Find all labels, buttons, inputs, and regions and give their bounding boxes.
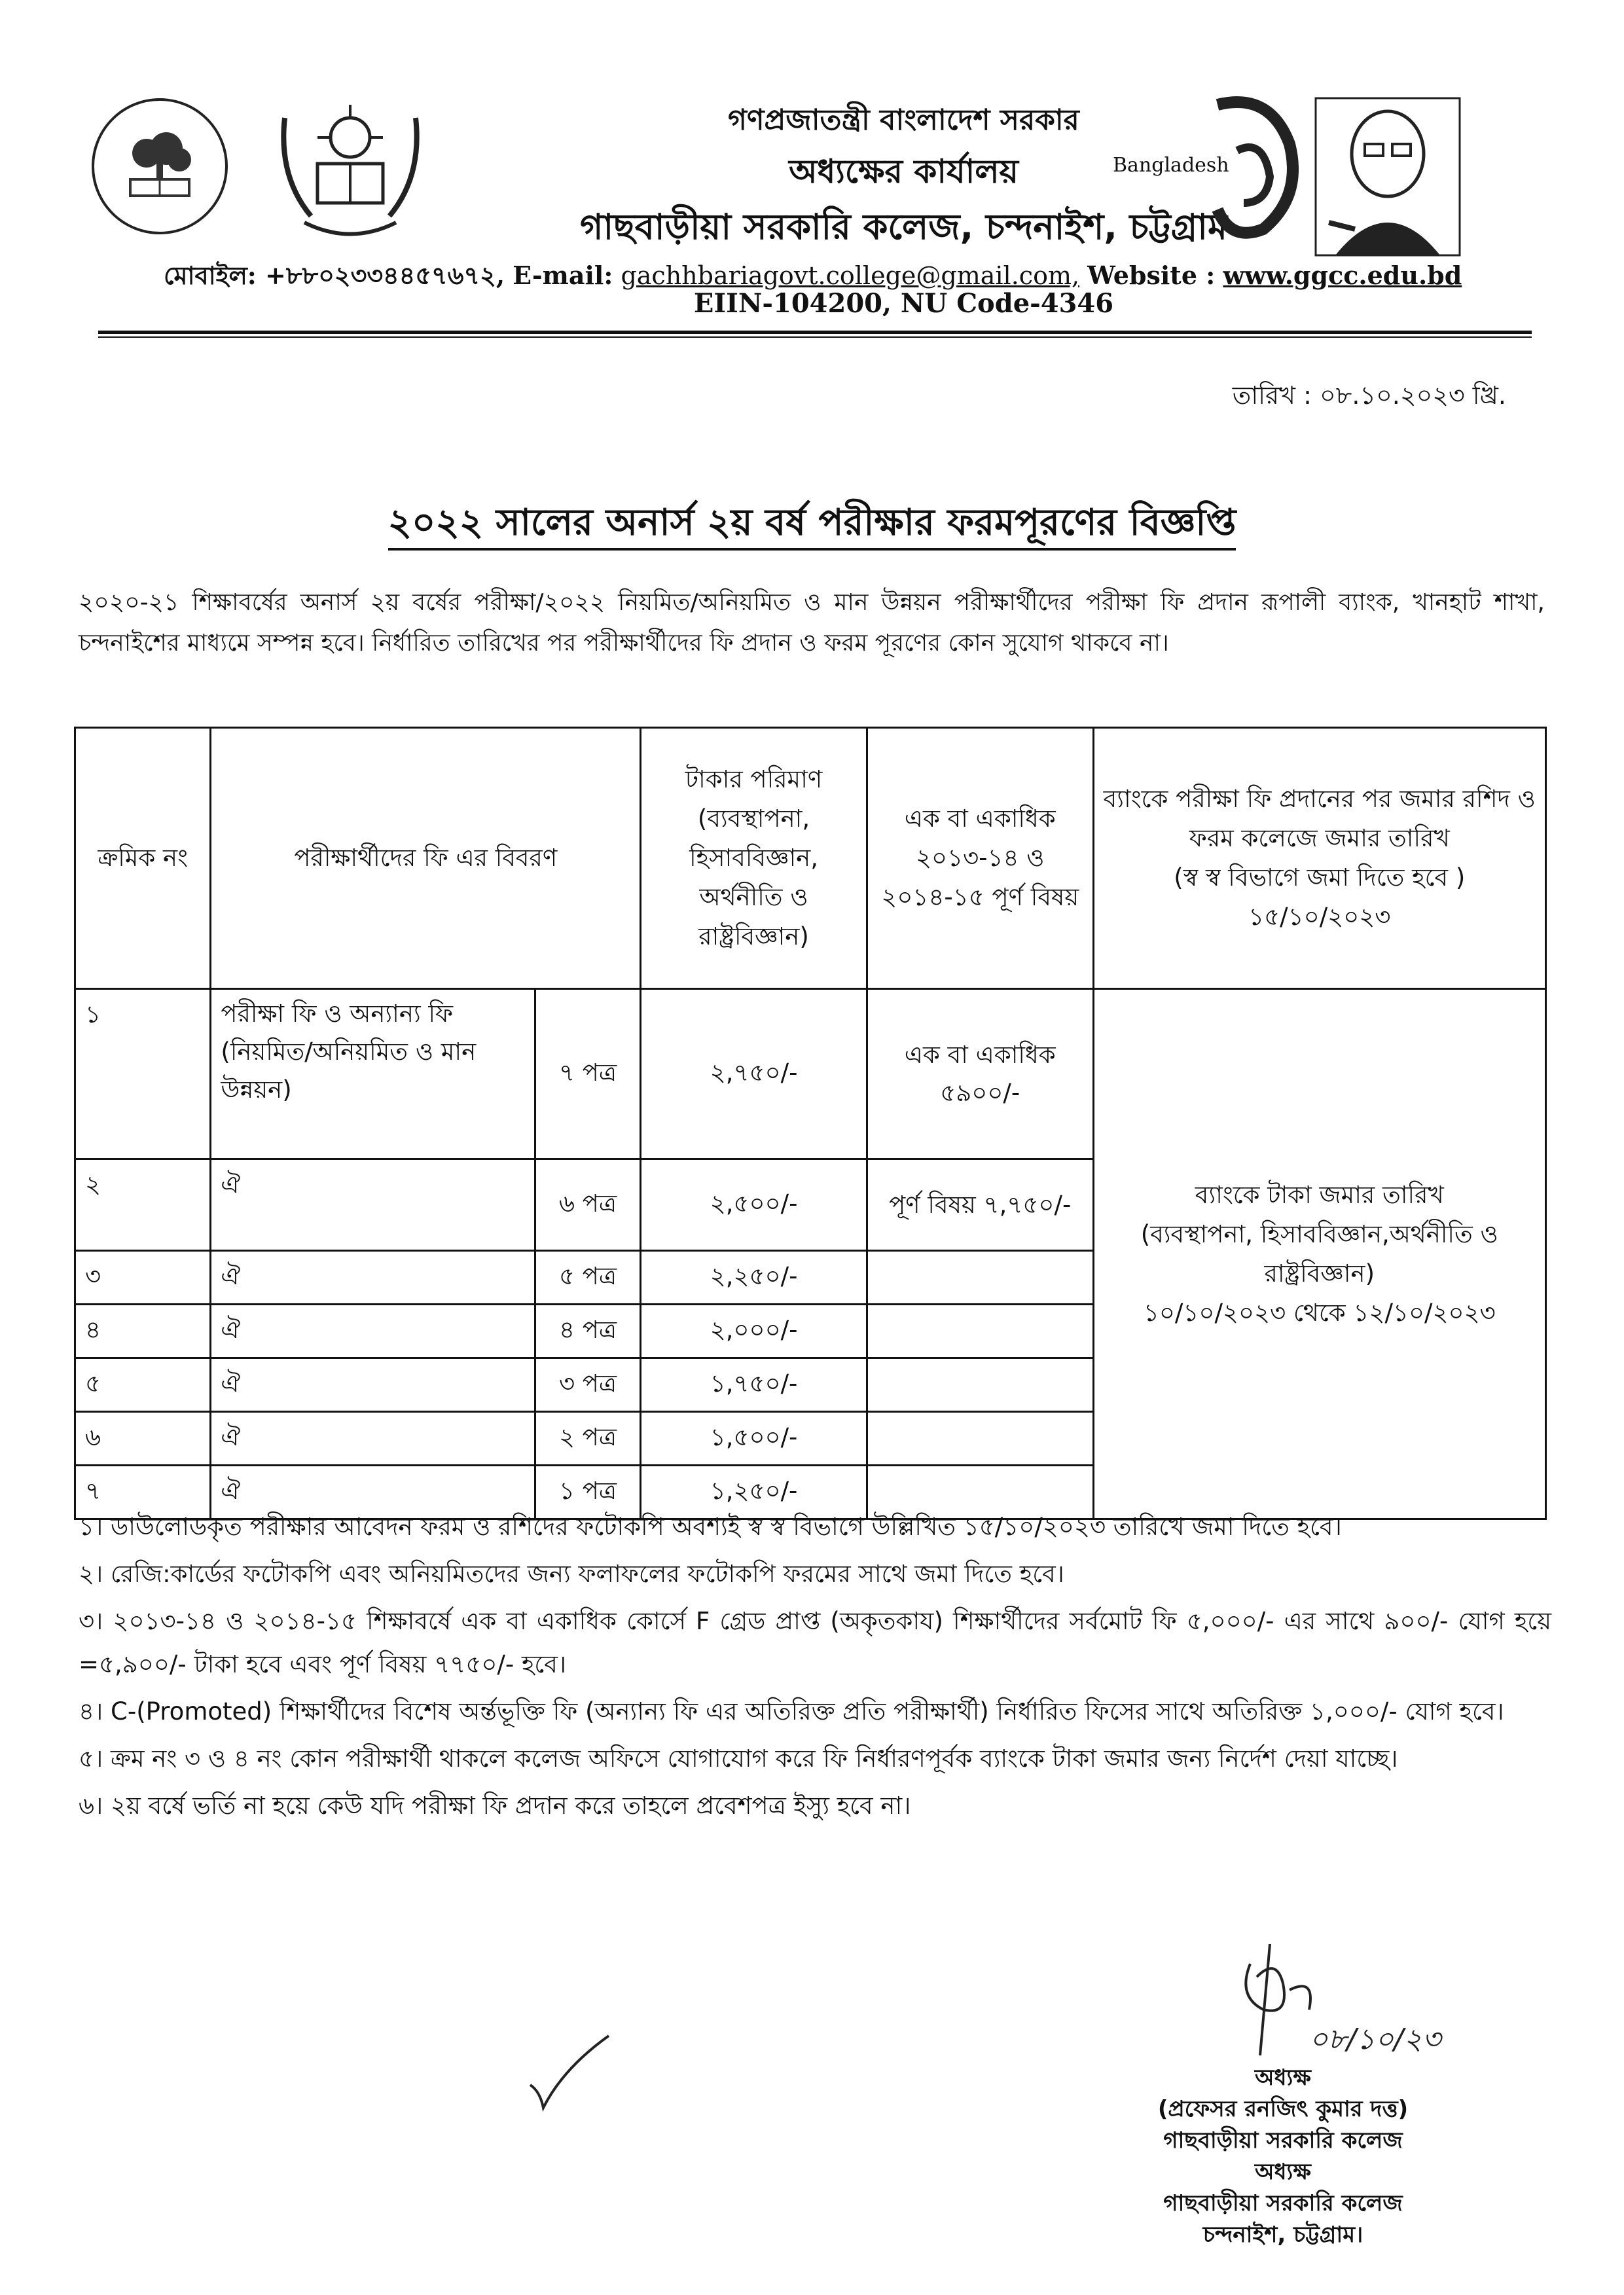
notice-date: তারিখ : ০৮.১০.২০২৩ খ্রি. [1232, 381, 1506, 410]
note-item: ১। ডাউলোডকৃত পরীক্ষার আবেদন ফরম ও রশিদের ফটোকপি অবশ্যই স্ব স্ব বিভাগে উল্লিখিত ১৫/১০/২০২৩ তারিখে জমা দিতে হবে। [79, 1513, 1342, 1541]
bangladesh-logo-text: Bangladesh [1113, 154, 1229, 177]
note-item: ৫। ক্রম নং ৩ ও ৪ নং কোন পরীক্ষার্থী থাকলে কলেজ অফিসে যোগাযোগ করে ফি নির্ধারণপূর্বক ব্যাংকে টাকা জমার জন্য নির্দেশ দেয়া যাচ্ছে। [79, 1744, 1398, 1773]
portrait-image [1309, 92, 1466, 262]
row-papers: ৭ পত্র [535, 989, 640, 1159]
row-amount: ২,২৫০/- [641, 1251, 867, 1305]
notice-title [0, 494, 1624, 556]
row-papers: ১ পত্র [535, 1466, 640, 1519]
row-serial: ৭ [75, 1466, 211, 1519]
row-papers: ৬ পত্র [535, 1159, 640, 1251]
deadline-text: ব্যাংকে পরীক্ষা ফি প্রদানের পর জমার রশিদ ও ফরম কলেজে জমার তারিখ [1103, 785, 1536, 852]
empty-cell [867, 1251, 1093, 1305]
mobile-number: মোবাইল: +৮৮০২৩৩৪৪৫৭৬৭২, [164, 261, 505, 290]
header-rule-thin [98, 336, 1532, 338]
bank-date-subjects: (ব্যবস্থাপনা, হিসাববিজ্ঞান,অর্থনীতি ও রাষ্ট্রবিজ্ঞান) [1140, 1220, 1498, 1288]
notice-intro: ২০২০-২১ শিক্ষাবর্ষের অনার্স ২য় বর্ষের পরীক্ষা/২০২২ নিয়মিত/অনিয়মিত ও মান উন্নয়ন পরীক্ষার্থীদের পরীক্ষা ফি প্রদান রূপালী ব্যাংক, খানহাট শাখা, চন্দনাইশের মাধ্যমে সম্পন্ন হবে। নির্ধারিত তারিখের পর পরীক্ষার্থীদের ফি প্রদান ও ফরম পূরণের কোন সুযোগ থাকবে না। [79, 589, 1545, 657]
email-label: E-mail: [513, 261, 613, 290]
bank-date-cell [1093, 989, 1545, 1519]
deadline-date: ১৫/১০/২০২৩ [1248, 903, 1391, 931]
row-description: ঐ [211, 1412, 535, 1466]
bank-date-range: ১০/১০/২০২৩ থেকে ১২/১০/২০২৩ [1143, 1298, 1496, 1327]
header-amount: টাকার পরিমাণ (ব্যবস্থাপনা, হিসাববিজ্ঞান, অর্থনীতি ও রাষ্ট্রবিজ্ঞান) [641, 728, 867, 989]
signature-block [1100, 2062, 1466, 2250]
row-serial: ৪ [75, 1305, 211, 1358]
row-papers: ২ পত্র [535, 1412, 640, 1466]
fee-table [74, 727, 1547, 1520]
stamp-location: চন্দনাইশ, চট্টগ্রাম। [1202, 2222, 1363, 2248]
row-description: ঐ [211, 1305, 535, 1358]
note-item: ৪। C-(Promoted) শিক্ষার্থীদের বিশেষ অর্ন্তভূক্তি ফি (অন্যান্য ফি এর অতিরিক্ত প্রতি পরীক্ষার্থী) নির্ধারিত ফিসের সাথে অতিরিক্ত ১,০০০/- যোগ হবে। [79, 1697, 1504, 1726]
signatory-college: গাছবাড়ীয়া সরকারি কলেজ [1163, 2127, 1403, 2154]
bangladesh-50-logo [1191, 92, 1309, 242]
table-header-row [75, 728, 1546, 989]
header-failed: এক বা একাধিক ২০১৩-১৪ ও ২০১৪-১৫ পূর্ণ বিষয় [867, 728, 1093, 989]
empty-cell [867, 1305, 1093, 1358]
row-serial: ২ [75, 1159, 211, 1251]
office-heading: অধ্যক্ষের কার্যালয় [789, 153, 1019, 190]
note-item: ৩। ২০১৩-১৪ ও ২০১৪-১৫ শিক্ষাবর্ষে এক বা একাধিক কোর্সে F গ্রেড প্রাপ্ত (অকৃতকায) শিক্ষার্থীদের সর্বমোট ফি ৫,০০০/- এর সাথে ৯০০/- যোগ হয়ে =৫,৯০০/- টাকা হবে এবং পূর্ণ বিষয় ৭৭৫০/- হবে। [79, 1607, 1551, 1678]
row-description: ঐ [211, 1251, 535, 1305]
bank-date-heading: ব্যাংকে টাকা জমার তারিখ [1195, 1180, 1444, 1209]
header-description: পরীক্ষার্থীদের ফি এর বিবরণ [211, 728, 641, 989]
row-serial: ৬ [75, 1412, 211, 1466]
row-amount: ২,৭৫০/- [641, 989, 867, 1159]
empty-cell [867, 1412, 1093, 1466]
row-papers: ৩ পত্র [535, 1358, 640, 1412]
notice-title-text: ২০২২ সালের অনার্স ২য় বর্ষ পরীক্ষার ফরমপূরণের বিজ্ঞপ্তি [388, 501, 1236, 551]
row-amount: ১,৭৫০/- [641, 1358, 867, 1412]
row-amount: ২,০০০/- [641, 1305, 867, 1358]
header-deadline [1093, 728, 1545, 989]
stamp-college: গাছবাড়ীয়া সরকারি কলেজ [1163, 2190, 1403, 2216]
signature-date: ০৮/১০/২৩ [1309, 2023, 1441, 2056]
row-papers: ৫ পত্র [535, 1251, 640, 1305]
row-serial: ৩ [75, 1251, 211, 1305]
row-serial: ১ [75, 989, 211, 1159]
header-rule [98, 331, 1532, 334]
failed-full-fee: পূর্ণ বিষয় ৭,৭৫০/- [867, 1159, 1093, 1251]
signatory-name: (প্রফেসর রনজিৎ কুমার দত্ত) [1157, 2096, 1409, 2122]
row-papers: ৪ পত্র [535, 1305, 640, 1358]
note-item: ৬। ২য় বর্ষে ভর্তি না হয়ে কেউ যদি পরীক্ষা ফি প্রদান করে তাহলে প্রবেশপত্র ইস্যু হবে না। [79, 1792, 911, 1820]
table-row [75, 989, 1546, 1159]
stamp-title: অধ্যক্ষ [1255, 2159, 1311, 2185]
deadline-note: (স্ব স্ব বিভাগে জমা দিতে হবে ) [1174, 863, 1466, 892]
checkmark-icon [524, 2029, 615, 2121]
govt-heading: গণপ্রজাতন্ত্রী বাংলাদেশ সরকার [728, 103, 1079, 137]
row-serial: ৫ [75, 1358, 211, 1412]
row-description: ঐ [211, 1358, 535, 1412]
row-description: ঐ [211, 1159, 535, 1251]
website-label: Website : [1087, 261, 1216, 290]
note-item: ২। রেজি:কার্ডের ফটোকপি এবং অনিয়মিতদের জন্য ফলাফলের ফটোকপি ফরমের সাথে জমা দিতে হবে। [79, 1560, 1064, 1588]
eiin-code: EIIN-104200, NU Code-4346 [693, 288, 1114, 319]
row-amount: ২,৫০০/- [641, 1159, 867, 1251]
notes-list [79, 1506, 1551, 1832]
email-link[interactable]: gachhbariagovt.college@gmail.com, [621, 261, 1080, 290]
website-link[interactable]: www.ggcc.edu.bd [1223, 261, 1462, 290]
row-amount: ১,৫০০/- [641, 1412, 867, 1466]
college-name: গাছবাড়ীয়া সরকারি কলেজ, চন্দনাইশ, চট্টগ্রাম [580, 206, 1227, 247]
signature-scribble [1231, 1938, 1466, 2069]
header-serial: ক্রমিক নং [75, 728, 211, 989]
empty-cell [867, 1358, 1093, 1412]
failed-one-fee: এক বা একাধিক ৫৯০০/- [867, 989, 1093, 1159]
signatory-title: অধ্যক্ষ [1255, 2065, 1311, 2091]
row-description: পরীক্ষা ফি ও অন্যান্য ফি (নিয়মিত/অনিয়মিত ও মান উন্নয়ন) [211, 989, 535, 1159]
row-description: ঐ [211, 1466, 535, 1519]
row-amount: ১,২৫০/- [641, 1466, 867, 1519]
